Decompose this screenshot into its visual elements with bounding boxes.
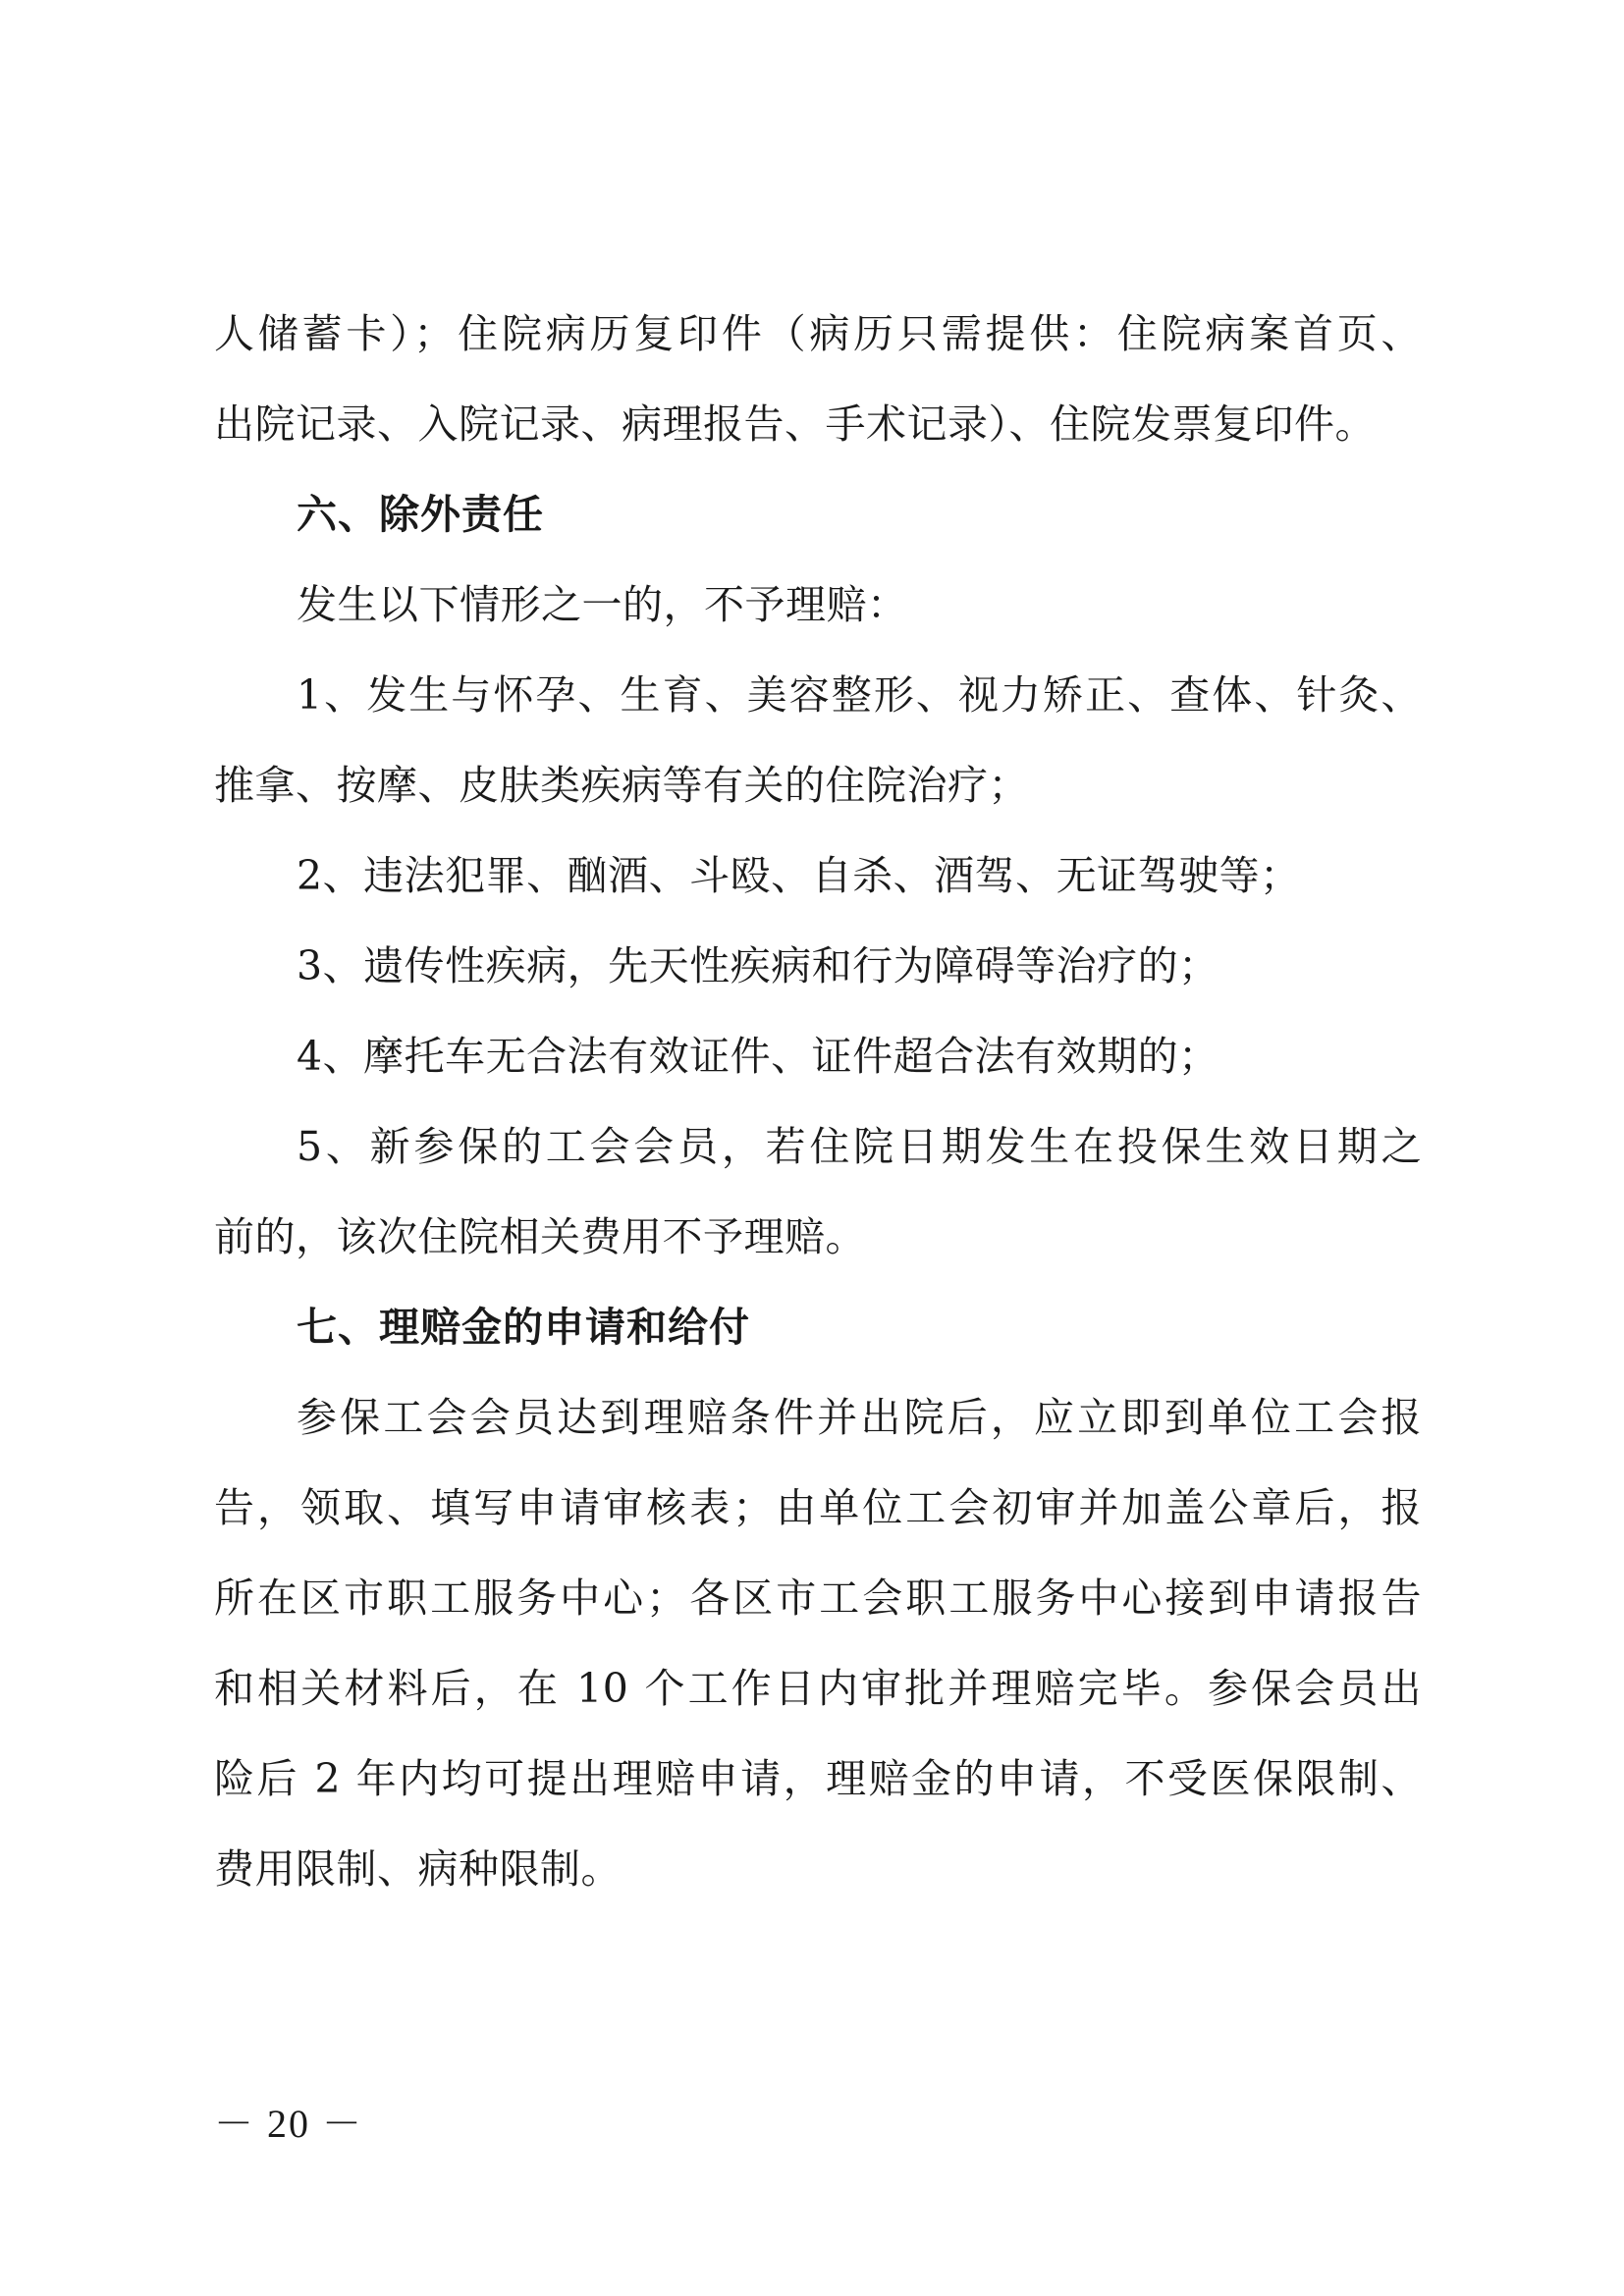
- paragraph-line: 人储蓄卡）；住院病历复印件（病历只需提供：住院病案首页、: [214, 310, 1422, 357]
- list-item-line: 4、摩托车无合法有效证件、证件超合法有效期的；: [297, 1033, 1219, 1080]
- list-item-line: 1、发生与怀孕、生育、美容整形、视力矫正、查体、针灸、: [297, 671, 1422, 719]
- paragraph-line: 险后 2 年内均可提出理赔申请，理赔金的申请，不受医保限制、: [214, 1755, 1422, 1802]
- section-heading-exclusions: 六、除外责任: [297, 491, 544, 538]
- paragraph-line: 告，领取、填写申请审核表；由单位工会初审并加盖公章后，报: [214, 1484, 1422, 1531]
- list-item-line: 2、违法犯罪、酗酒、斗殴、自杀、酒驾、无证驾驶等；: [297, 852, 1301, 899]
- list-item-line: 5、新参保的工会会员，若住院日期发生在投保生效日期之: [297, 1123, 1422, 1170]
- paragraph-line: 费用限制、病种限制。: [214, 1845, 622, 1893]
- list-item-line: 推拿、按摩、皮肤类疾病等有关的住院治疗；: [214, 762, 1029, 809]
- paragraph-line: 出院记录、入院记录、病理报告、手术记录）、住院发票复印件。: [214, 400, 1376, 448]
- list-item-line: 前的，该次住院相关费用不予理赔。: [214, 1213, 866, 1260]
- paragraph-line: 和相关材料后，在 10 个工作日内审批并理赔完毕。参保会员出: [214, 1665, 1422, 1712]
- page-number: － 20 －: [214, 2102, 363, 2146]
- list-item-line: 3、遗传性疾病，先天性疾病和行为障碍等治疗的；: [297, 942, 1219, 989]
- paragraph-line: 参保工会会员达到理赔条件并出院后，应立即到单位工会报: [297, 1394, 1422, 1441]
- section-heading-claims: 七、理赔金的申请和给付: [297, 1304, 750, 1351]
- paragraph-line: 所在区市职工服务中心；各区市工会职工服务中心接到申请报告: [214, 1575, 1422, 1622]
- paragraph-line: 发生以下情形之一的，不予理赔：: [297, 581, 908, 628]
